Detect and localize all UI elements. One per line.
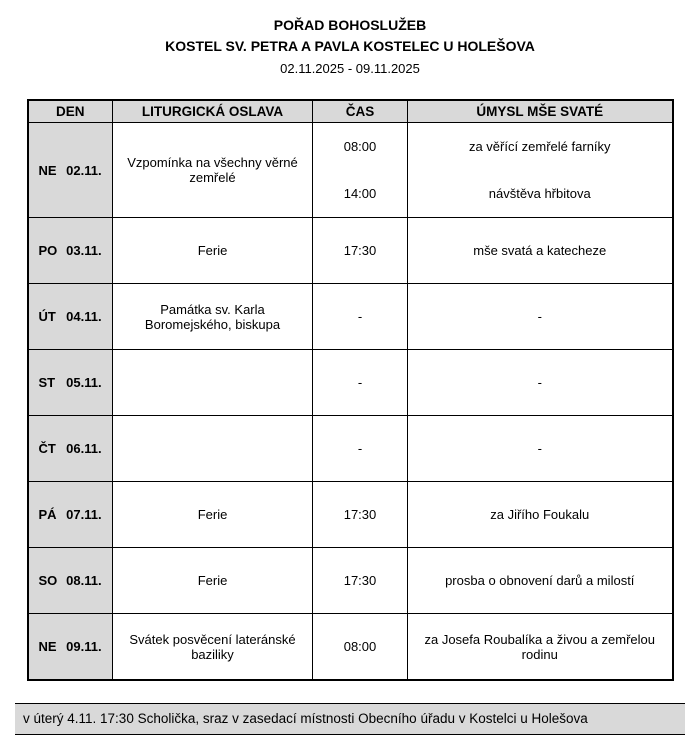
time-cell: 17:30 — [313, 482, 408, 548]
day-date: 06.11. — [66, 441, 102, 457]
intention-entry: za věřící zemřelé farníky — [468, 139, 611, 155]
intention-cell: za Jiřího Foukalu — [408, 482, 673, 548]
celebration-cell — [113, 350, 313, 416]
celebration-cell: Ferie — [113, 548, 313, 614]
intention-cell: - — [408, 350, 673, 416]
time-cell: 17:30 — [313, 218, 408, 284]
celebration-cell: Ferie — [113, 218, 313, 284]
day-date: 09.11. — [66, 639, 102, 655]
day-abbr: PÁ — [38, 507, 57, 523]
celebration-cell: Památka sv. Karla Boromejského, biskupa — [113, 284, 313, 350]
day-cell — [28, 123, 113, 218]
intention-cell: prosba o obnovení darů a milostí — [408, 548, 673, 614]
intention-cell — [408, 123, 673, 218]
table-row — [28, 482, 673, 548]
table-row — [28, 350, 673, 416]
time-cell: - — [313, 350, 408, 416]
day-abbr: NE — [38, 162, 57, 178]
date-range: 02.11.2025 - 09.11.2025 — [280, 60, 420, 76]
day-date: 08.11. — [66, 573, 102, 589]
day-cell — [28, 284, 113, 350]
time-cell: 08:00 — [313, 614, 408, 680]
table-row — [28, 123, 673, 218]
day-abbr: ČT — [38, 441, 56, 457]
celebration-cell: Vzpomínka na všechny věrné zemřelé — [113, 123, 313, 218]
time-cell: 17:30 — [313, 548, 408, 614]
day-cell — [28, 350, 113, 416]
day-cell — [28, 482, 113, 548]
day-abbr: ST — [38, 375, 56, 391]
table-row — [28, 284, 673, 350]
day-abbr: NE — [38, 639, 57, 655]
day-date: 02.11. — [66, 162, 102, 178]
col-header-umysl: ÚMYSL MŠE SVATÉ — [408, 100, 673, 123]
table-row — [28, 416, 673, 482]
col-header-cas: ČAS — [313, 100, 408, 123]
col-header-den: DEN — [28, 100, 113, 123]
intention-entry: návštěva hřbitova — [488, 186, 591, 202]
celebration-cell — [113, 416, 313, 482]
day-date: 07.11. — [66, 507, 102, 523]
table-row — [28, 218, 673, 284]
day-abbr: SO — [38, 573, 58, 589]
intention-cell: mše svatá a katecheze — [408, 218, 673, 284]
table-row — [28, 614, 673, 680]
day-cell — [28, 218, 113, 284]
day-date: 03.11. — [66, 243, 102, 259]
page-title: POŘAD BOHOSLUŽEB — [273, 17, 427, 33]
celebration-cell: Svátek posvěcení lateránské baziliky — [113, 614, 313, 680]
day-cell — [28, 548, 113, 614]
day-cell — [28, 416, 113, 482]
time-cell — [313, 123, 408, 218]
intention-cell: za Josefa Roubalíka a živou a zemřelou rodinu — [408, 614, 673, 680]
day-date: 04.11. — [66, 309, 102, 325]
time-entry: 14:00 — [343, 186, 377, 202]
title-block — [0, 16, 700, 77]
day-abbr: PO — [38, 243, 58, 259]
footer-note: v úterý 4.11. 17:30 Scholička, sraz v zasedací místnosti Obecního úřadu v Kostelci u Holešova — [15, 703, 685, 736]
day-abbr: ÚT — [38, 309, 56, 325]
table-row — [28, 548, 673, 614]
day-date: 05.11. — [66, 375, 102, 391]
intention-cell: - — [408, 416, 673, 482]
time-entry: 08:00 — [343, 139, 377, 155]
col-header-oslava: LITURGICKÁ OSLAVA — [113, 100, 313, 123]
day-cell — [28, 614, 113, 680]
table-header-row — [28, 100, 673, 123]
time-cell: - — [313, 416, 408, 482]
page-subtitle: KOSTEL SV. PETRA A PAVLA KOSTELEC U HOLEŠOVA — [165, 37, 535, 54]
time-cell: - — [313, 284, 408, 350]
intention-cell: - — [408, 284, 673, 350]
celebration-cell: Ferie — [113, 482, 313, 548]
schedule-table — [27, 99, 674, 681]
